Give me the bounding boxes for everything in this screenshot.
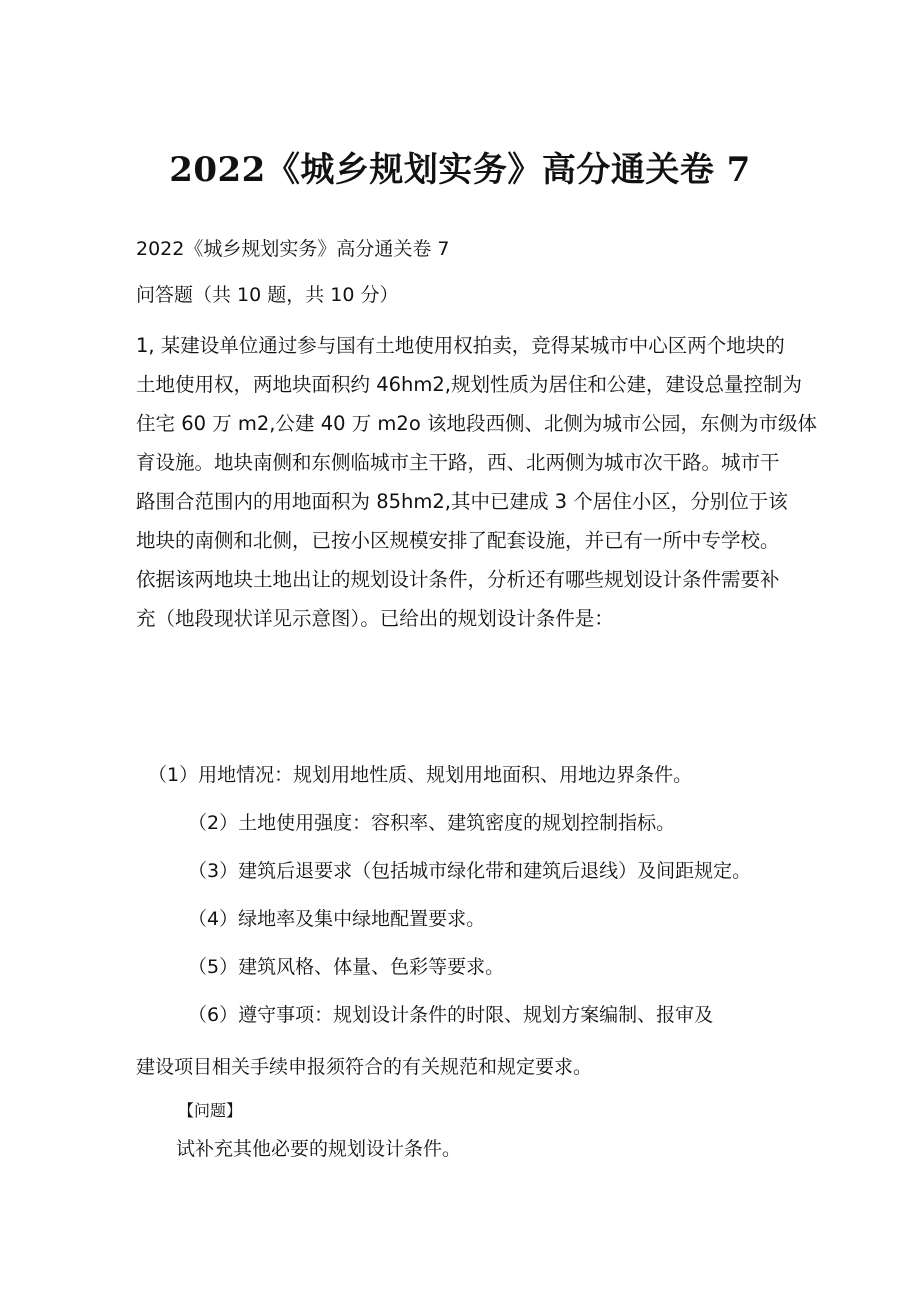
document-title: 2022《城乡规划实务》高分通关卷 7	[169, 150, 751, 190]
condition-item: （5）建筑风格、体量、色彩等要求。	[188, 956, 505, 978]
condition-item: （3）建筑后退要求（包括城市绿化带和建筑后退线）及间距规定。	[188, 860, 752, 882]
question-line: 住宅 60 万 m2,公建 40 万 m2o 该地段西侧、北侧为城市公园，东侧为市级体	[136, 412, 817, 435]
question-line: 依据该两地块土地出让的规划设计条件，分析还有哪些规划设计条件需要补	[136, 568, 780, 591]
question-label: 【问题】	[178, 1101, 243, 1120]
section-heading: 问答题（共 10 题，共 10 分）	[136, 284, 399, 306]
condition-item: （6）遵守事项：规划设计条件的时限、规划方案编制、报审及	[188, 1004, 714, 1026]
question-line: 土地使用权，两地块面积约 46hm2,规划性质为居住和公建，建设总量控制为	[136, 373, 802, 396]
question-text: 试补充其他必要的规划设计条件。	[176, 1138, 462, 1160]
question-line: 路围合范围内的用地面积为 85hm2,其中已建成 3 个居住小区，分别位于该	[136, 490, 788, 513]
condition-item: （2）土地使用强度：容积率、建筑密度的规划控制指标。	[188, 812, 676, 834]
question-paragraph	[136, 326, 817, 638]
document-subtitle: 2022《城乡规划实务》高分通关卷 7	[136, 238, 450, 260]
question-line: 育设施。地块南侧和东侧临城市主干路，西、北两侧为城市次干路。城市干	[136, 451, 780, 474]
condition-item: 建设项目相关手续申报须符合的有关规范和规定要求。	[136, 1056, 593, 1078]
condition-item: （1）用地情况：规划用地性质、规划用地面积、用地边界条件。	[148, 764, 693, 786]
question-line: 充（地段现状详见示意图）。已给出的规划设计条件是：	[136, 607, 614, 630]
condition-item: （4）绿地率及集中绿地配置要求。	[188, 908, 486, 930]
question-line: 地块的南侧和北侧，已按小区规模安排了配套设施，并已有一所中专学校。	[136, 529, 780, 552]
question-line: 1, 某建设单位通过参与国有土地使用权拍卖，竞得某城市中心区两个地块的	[136, 334, 785, 357]
